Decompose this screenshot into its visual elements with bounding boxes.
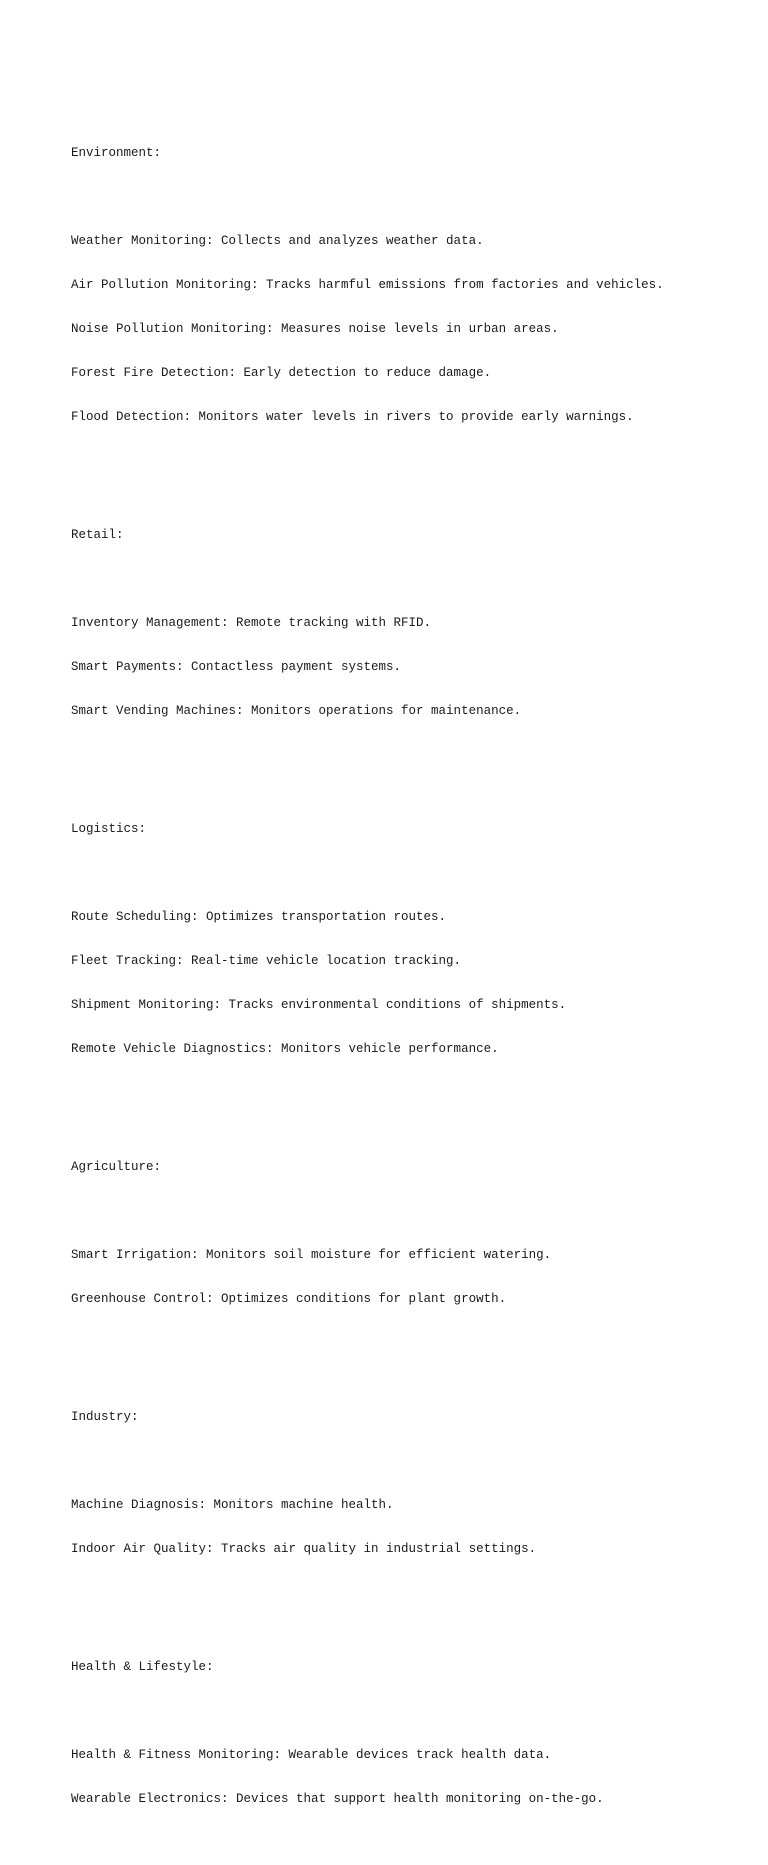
section-title: Retail: — [71, 527, 124, 542]
list-item: Weather Monitoring: Collects and analyzes weather data. — [71, 233, 484, 248]
section-retail — [71, 498, 751, 748]
section-title: Logistics: — [71, 821, 147, 836]
section-environment — [71, 116, 751, 454]
blank-line — [71, 1704, 751, 1719]
list-item: Health & Fitness Monitoring: Wearable devices track health data. — [71, 1747, 552, 1762]
section-health-lifestyle — [71, 1630, 751, 1836]
list-item: Flood Detection: Monitors water levels in rivers to provide early warnings. — [71, 410, 634, 425]
list-item: Indoor Air Quality: Tracks air quality in industrial settings. — [71, 1541, 537, 1556]
section-title: Environment: — [71, 145, 162, 160]
section-logistics — [71, 792, 751, 1086]
section-title: Health & Lifestyle: — [71, 1659, 214, 1674]
blank-line — [71, 1454, 751, 1469]
section-title: Industry: — [71, 1409, 139, 1424]
list-item: Fleet Tracking: Real-time vehicle location tracking. — [71, 953, 462, 968]
list-item: Greenhouse Control: Optimizes conditions for plant growth. — [71, 1292, 507, 1307]
list-item: Route Scheduling: Optimizes transportation routes. — [71, 909, 447, 924]
section-industry — [71, 1380, 751, 1586]
list-item: Remote Vehicle Diagnostics: Monitors vehicle performance. — [71, 1042, 499, 1057]
list-item: Air Pollution Monitoring: Tracks harmful emissions from factories and vehicles. — [71, 277, 664, 292]
section-agriculture — [71, 1130, 751, 1336]
list-item: Inventory Management: Remote tracking with RFID. — [71, 615, 432, 630]
list-item: Shipment Monitoring: Tracks environmental conditions of shipments. — [71, 998, 567, 1013]
list-item: Wearable Electronics: Devices that support health monitoring on-the-go. — [71, 1791, 604, 1806]
list-item: Noise Pollution Monitoring: Measures noise levels in urban areas. — [71, 321, 559, 336]
list-item: Smart Payments: Contactless payment systems. — [71, 659, 402, 674]
blank-line — [71, 190, 751, 205]
section-title: Agriculture: — [71, 1159, 162, 1174]
blank-line — [71, 1204, 751, 1219]
list-item: Smart Irrigation: Monitors soil moisture for efficient watering. — [71, 1247, 552, 1262]
list-item: Machine Diagnosis: Monitors machine health. — [71, 1497, 394, 1512]
document-page — [71, 72, 751, 1865]
blank-line — [71, 866, 751, 881]
blank-line — [71, 572, 751, 587]
list-item: Forest Fire Detection: Early detection to reduce damage. — [71, 365, 492, 380]
list-item: Smart Vending Machines: Monitors operations for maintenance. — [71, 704, 522, 719]
